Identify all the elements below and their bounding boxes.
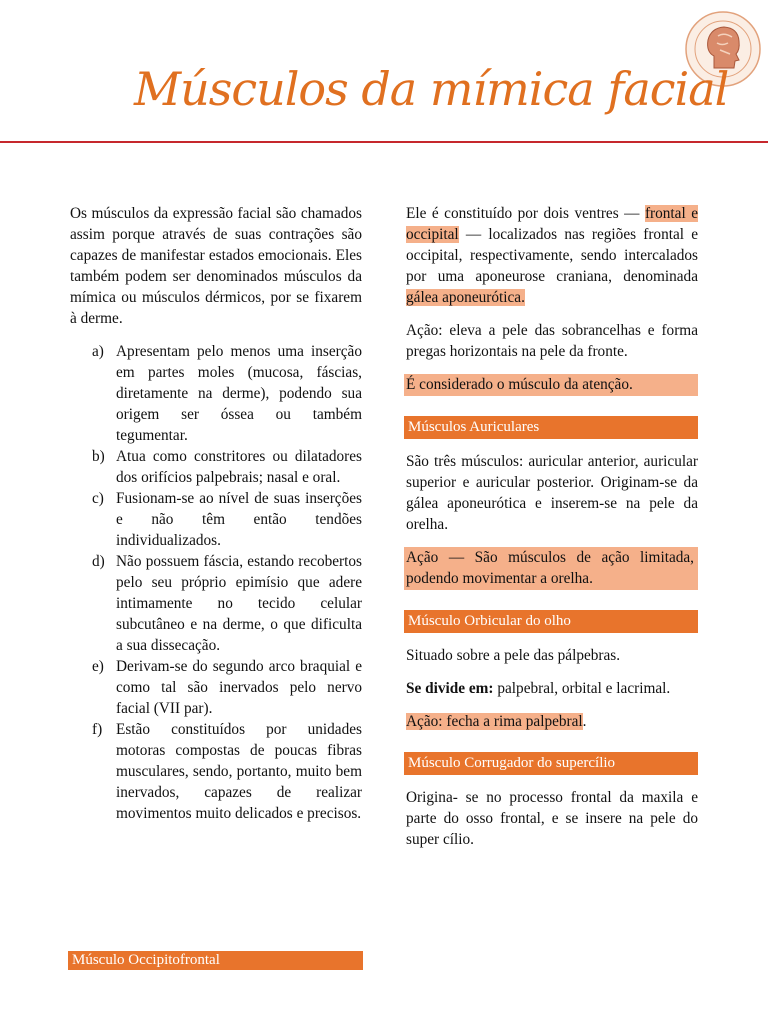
- list-item: c) Fusionam-se ao nível de suas inserções e não têm então tendões individualizados.: [92, 490, 362, 549]
- page-title: Músculos da mímica facial: [134, 62, 729, 116]
- orbicular-description: Situado sobre a pele das pálpebras.: [406, 647, 621, 664]
- orbicular-action: Ação: fecha a rima palpebral.: [406, 713, 587, 730]
- auriculares-description: São três músculos: auricular anterior, auricular superior e auricular posterior. Originam-se da gálea aponeurótica e inserem-se na pele da orelha.: [406, 453, 698, 533]
- occipitofrontal-note: É considerado o músculo da atenção.: [406, 374, 698, 396]
- auriculares-action: Ação — São músculos de ação limitada, podendo movimentar a orelha.: [406, 547, 698, 590]
- section-heading-corrugador: Músculo Corrugador do supercílio: [404, 752, 698, 775]
- list-item: d) Não possuem fáscia, estando recobertos pelo seu próprio epimísio que adere intimamente no tecido celular subcutâneo e na derme, o que dificulta a sua dissecação.: [92, 553, 362, 654]
- orbicular-division: Se divide em: palpebral, orbital e lacrimal.: [406, 680, 671, 697]
- title-divider: [0, 141, 768, 143]
- list-item: a) Apresentam pelo menos uma inserção em partes moles (mucosa, fáscias, diretamente na derme), podendo sua origem ser óssea ou também tegumentar.: [92, 343, 362, 444]
- intro-paragraph: Os músculos da expressão facial são chamados assim porque através de suas contrações são capazes de manifestar estados emocionais. Eles também podem ser denominados músculos da mímica ou músculos dérmicos, por se fixarem à derme.: [70, 205, 362, 327]
- characteristics-list: [70, 341, 362, 824]
- section-heading-occipitofrontal: Músculo Occipitofrontal: [68, 951, 363, 970]
- list-item: b) Atua como constritores ou dilatadores dos orifícios palpebrais; nasal e oral.: [92, 448, 362, 486]
- list-item: e) Derivam-se do segundo arco braquial e como tal são inervados pelo nervo facial (VII par).: [92, 658, 362, 717]
- section-heading-orbicular: Músculo Orbicular do olho: [404, 610, 698, 633]
- corrugador-description: Origina- se no processo frontal da maxila e parte do osso frontal, e se insere na pele do super cílio.: [406, 789, 698, 848]
- occipitofrontal-action: Ação: eleva a pele das sobrancelhas e forma pregas horizontais na pele da fronte.: [406, 322, 698, 360]
- section-heading-auriculares: Músculos Auriculares: [404, 416, 698, 439]
- right-column: [406, 203, 698, 862]
- list-item: f) Estão constituídos por unidades motoras compostas de poucas fibras musculares, sendo, portanto, muito bem inervados, capazes de realizar movimentos muito delicados e precisos.: [92, 721, 362, 822]
- left-column: [70, 203, 362, 836]
- occipitofrontal-description: Ele é constituído por dois ventres — frontal e occipital — localizados nas regiões frontal e occipital, respectivamente, sendo intercalados por uma aponeurose craniana, denominada gálea aponeurótica.: [406, 205, 698, 306]
